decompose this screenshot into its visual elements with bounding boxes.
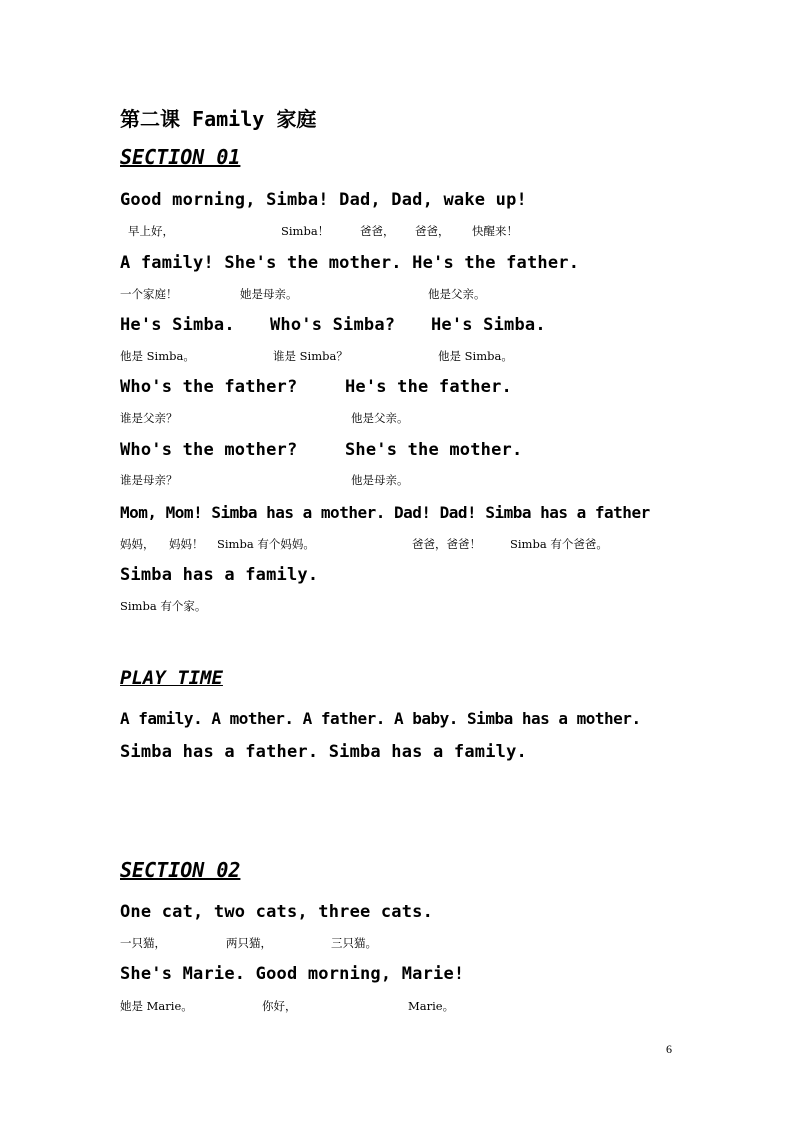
play-time-heading: PLAY TIME xyxy=(120,667,223,689)
s2-line2-chinese-3: Marie。 xyxy=(408,999,455,1013)
s1-line1-chinese-5: 快醒来！ xyxy=(472,224,518,238)
s1-line1-chinese-2: Simba！ xyxy=(281,224,330,238)
s1-line2-chinese-2: 她是母亲。 xyxy=(240,287,298,301)
s2-line2-chinese-1: 她是 Marie。 xyxy=(120,999,193,1013)
s1-line6-chinese-3: Simba 有个妈妈。 xyxy=(217,537,315,551)
s1-line1-chinese-4: 爸爸， xyxy=(415,224,450,238)
s1-line7-english: Simba has a family. xyxy=(120,565,319,585)
play-time-line-1: A family. A mother. A father. A baby. Simba has a mother. xyxy=(120,709,641,728)
s1-line2-chinese-1: 一个家庭！ xyxy=(120,287,178,301)
s1-line6-chinese-5: Simba 有个爸爸。 xyxy=(510,537,608,551)
s2-line2-english: She's Marie. Good morning, Marie! xyxy=(120,964,465,984)
s1-line4-chinese-2: 他是父亲。 xyxy=(351,411,409,425)
s1-line6-english: Mom, Mom! Simba has a mother. Dad! Dad! Simba has a father xyxy=(120,503,650,522)
s1-line3-english-2: Who's Simba? xyxy=(270,315,396,335)
s1-line3-chinese-1: 他是 Simba。 xyxy=(120,349,195,363)
section-01-heading: SECTION 01 xyxy=(120,145,241,169)
s1-line2-english: A family! She's the mother. He's the father. xyxy=(120,253,580,273)
s1-line5-english-1: Who's the mother? xyxy=(120,440,298,460)
s2-line1-chinese-3: 三只猫。 xyxy=(331,936,377,950)
s1-line3-english-3: He's Simba. xyxy=(431,315,546,335)
s1-line5-chinese-2: 他是母亲。 xyxy=(351,473,409,487)
s1-line3-english-1: He's Simba. xyxy=(120,315,235,335)
s2-line1-chinese-2: 两只猫， xyxy=(226,936,272,950)
page-number: 6 xyxy=(666,1042,672,1056)
lesson-title: 第二课 Family 家庭 xyxy=(120,107,317,131)
play-time-line-2: Simba has a father. Simba has a family. xyxy=(120,742,527,762)
s1-line7-chinese-1: Simba 有个家。 xyxy=(120,599,207,613)
s1-line5-chinese-1: 谁是母亲？ xyxy=(120,473,178,487)
s1-line5-english-2: She's the mother. xyxy=(345,440,523,460)
s1-line4-english-2: He's the father. xyxy=(345,377,512,397)
s1-line6-chinese-1: 妈妈， xyxy=(120,537,155,551)
s1-line6-chinese-4: 爸爸，爸爸！ xyxy=(412,537,481,551)
section-02-heading: SECTION 02 xyxy=(120,858,241,882)
s1-line4-chinese-1: 谁是父亲？ xyxy=(120,411,178,425)
s2-line2-chinese-2: 你好， xyxy=(262,999,297,1013)
s1-line3-chinese-2: 谁是 Simba？ xyxy=(273,349,348,363)
s1-line1-chinese-1: 早上好， xyxy=(128,224,174,238)
s1-line4-english-1: Who's the father? xyxy=(120,377,298,397)
s2-line1-english: One cat, two cats, three cats. xyxy=(120,902,434,922)
s1-line2-chinese-3: 他是父亲。 xyxy=(428,287,486,301)
s1-line1-english: Good morning, Simba! Dad, Dad, wake up! xyxy=(120,190,527,210)
s1-line1-chinese-3: 爸爸， xyxy=(360,224,395,238)
s1-line3-chinese-3: 他是 Simba。 xyxy=(438,349,513,363)
s1-line6-chinese-2: 妈妈！ xyxy=(169,537,204,551)
s2-line1-chinese-1: 一只猫， xyxy=(120,936,166,950)
